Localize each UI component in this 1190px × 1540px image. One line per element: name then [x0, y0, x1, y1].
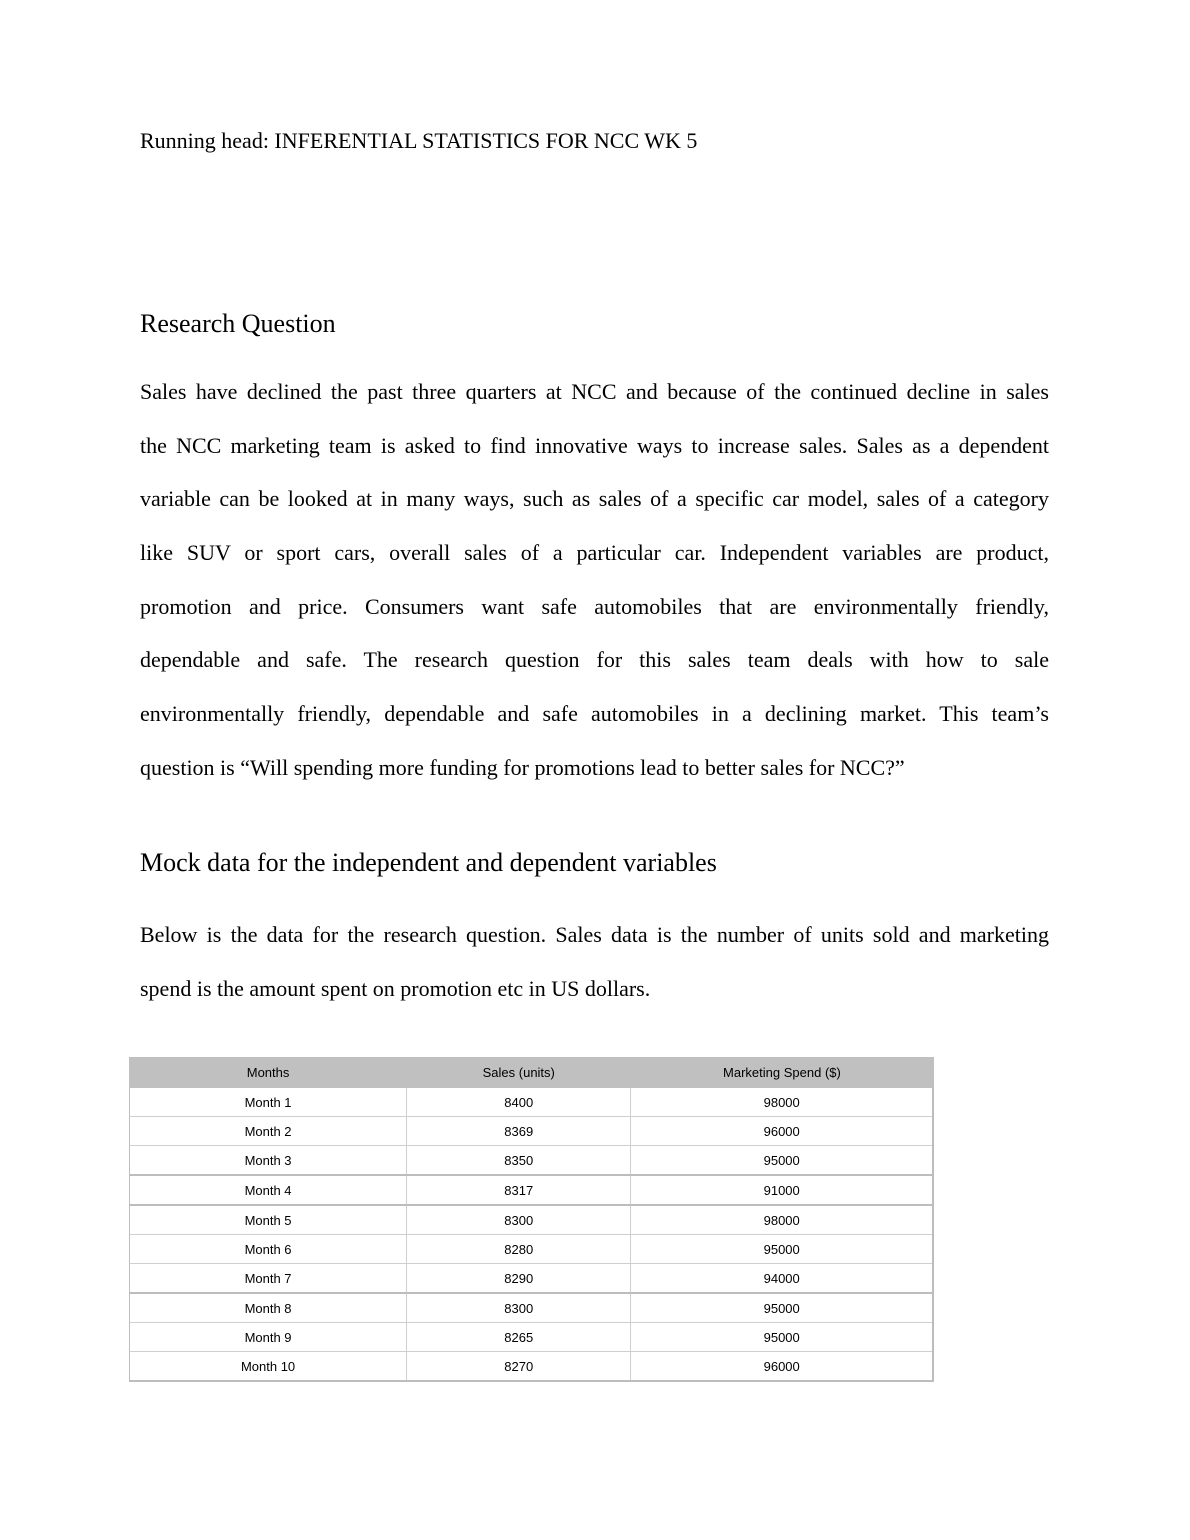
- cell-month: Month 5: [130, 1205, 407, 1235]
- cell-month: Month 10: [130, 1352, 407, 1382]
- table-row: [130, 1323, 934, 1352]
- cell-month: Month 7: [130, 1264, 407, 1294]
- table-header-row: [130, 1058, 934, 1088]
- table-row: [130, 1235, 934, 1264]
- cell-sales: 8270: [407, 1352, 631, 1382]
- table-row: [130, 1293, 934, 1323]
- cell-month: Month 8: [130, 1293, 407, 1323]
- cell-month: Month 3: [130, 1146, 407, 1176]
- cell-sales: 8400: [407, 1088, 631, 1117]
- cell-marketing-spend: 98000: [631, 1205, 933, 1235]
- paragraph-line: the NCC marketing team is asked to find innovative ways to increase sales. Sales as a dependent: [140, 432, 1049, 458]
- table-row: [130, 1205, 934, 1235]
- cell-sales: 8300: [407, 1205, 631, 1235]
- paragraph-line: Sales have declined the past three quarters at NCC and because of the continued decline in sales: [140, 379, 1049, 404]
- cell-month: Month 9: [130, 1323, 407, 1352]
- table-row: [130, 1146, 934, 1176]
- paragraph-line: spend is the amount spent on promotion etc in US dollars.: [140, 975, 651, 1001]
- cell-month: Month 4: [130, 1175, 407, 1205]
- section-heading-mock-data: Mock data for the independent and dependent variables: [140, 848, 717, 877]
- column-header-marketing-spend: Marketing Spend ($): [631, 1058, 933, 1088]
- cell-month: Month 6: [130, 1235, 407, 1264]
- cell-marketing-spend: 96000: [631, 1352, 933, 1382]
- research-question-paragraph: [140, 377, 1049, 807]
- cell-sales: 8265: [407, 1323, 631, 1352]
- column-header-months: Months: [130, 1058, 407, 1088]
- cell-sales: 8317: [407, 1175, 631, 1205]
- cell-marketing-spend: 95000: [631, 1235, 933, 1264]
- paragraph-line: promotion and price. Consumers want safe automobiles that are environmentally friendly,: [140, 593, 1049, 619]
- table-row: [130, 1264, 934, 1294]
- paragraph-line: dependable and safe. The research question for this sales team deals with how to sale: [140, 647, 1049, 673]
- cell-marketing-spend: 91000: [631, 1175, 933, 1205]
- mock-data-paragraph: [140, 920, 1049, 1027]
- cell-marketing-spend: 95000: [631, 1146, 933, 1176]
- running-head: Running head: INFERENTIAL STATISTICS FOR NCC WK 5: [140, 128, 698, 153]
- cell-sales: 8280: [407, 1235, 631, 1264]
- table-row: [130, 1352, 934, 1382]
- paragraph-line: like SUV or sport cars, overall sales of a particular car. Independent variables are product,: [140, 540, 1049, 566]
- cell-month: Month 2: [130, 1117, 407, 1146]
- mock-data-table: [129, 1057, 934, 1382]
- paragraph-line: environmentally friendly, dependable and safe automobiles in a declining market. This team’s: [140, 701, 1049, 727]
- cell-marketing-spend: 95000: [631, 1323, 933, 1352]
- cell-sales: 8350: [407, 1146, 631, 1176]
- cell-sales: 8369: [407, 1117, 631, 1146]
- cell-marketing-spend: 96000: [631, 1117, 933, 1146]
- table-row: [130, 1117, 934, 1146]
- paragraph-line: variable can be looked at in many ways, such as sales of a specific car model, sales of a category: [140, 486, 1049, 512]
- paragraph-line: Below is the data for the research question. Sales data is the number of units sold and marketing: [140, 922, 1049, 947]
- cell-sales: 8290: [407, 1264, 631, 1294]
- paragraph-line: question is “Will spending more funding for promotions lead to better sales for NCC?”: [140, 754, 905, 780]
- cell-marketing-spend: 94000: [631, 1264, 933, 1294]
- cell-marketing-spend: 95000: [631, 1293, 933, 1323]
- column-header-sales: Sales (units): [407, 1058, 631, 1088]
- cell-month: Month 1: [130, 1088, 407, 1117]
- table-row: [130, 1088, 934, 1117]
- section-heading-research-question: Research Question: [140, 309, 336, 338]
- cell-sales: 8300: [407, 1293, 631, 1323]
- cell-marketing-spend: 98000: [631, 1088, 933, 1117]
- table-row: [130, 1175, 934, 1205]
